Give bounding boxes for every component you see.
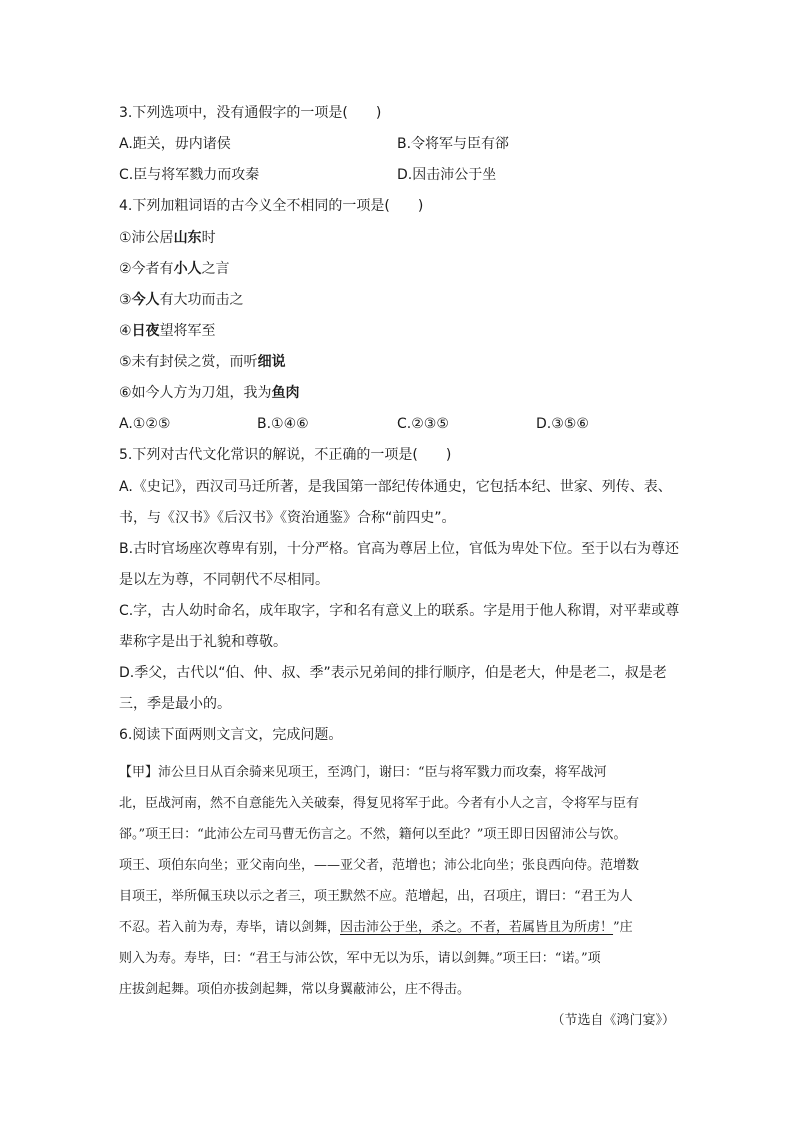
bold-word: 小人 <box>173 261 202 277</box>
passage-line: 庄拔剑起舞。项伯亦拔剑起舞，常以身翼蔽沛公，庄不得击。 <box>119 982 471 997</box>
passage-line: 郤。”项王曰：“此沛公左司马曹无伤言之。不然，籍何以至此？”项王即日因留沛公与饮。 <box>119 827 627 842</box>
bold-word: 今人 <box>131 292 160 308</box>
passage-line: 【甲】沛公旦日从百余骑来见项王，至鸿门，谢曰：“臣与将军戮力而攻秦，将军战河 <box>119 765 607 780</box>
bold-word: 山东 <box>173 230 202 246</box>
question-5-line: B.古时官场座次尊卑有别，十分严格。官高为尊居上位，官低为卑处下位。至于以右为尊还 <box>119 541 680 557</box>
question-5-line: 书，与《汉书》《后汉书》《资治通鉴》合称“前四史”。 <box>119 510 456 526</box>
question-3-option-b: B.令将军与臣有郤 <box>397 136 510 152</box>
question-4-item-1: ①沛公居山东时 <box>119 230 216 246</box>
question-3-option-a: A.距关，毋内诸侯 <box>119 136 231 152</box>
question-4-option-c: C.②③⑤ <box>397 416 449 432</box>
passage-source: （节选自《鸿门宴》） <box>551 1013 675 1028</box>
question-4-stem: 4.下列加粗词语的古今义全不相同的一项是( ) <box>119 198 424 214</box>
bold-word: 鱼肉 <box>271 385 300 401</box>
question-4-item-4: ④日夜望将军至 <box>119 323 216 339</box>
question-4-item-5: ⑤未有封侯之赏，而听细说 <box>119 354 286 370</box>
question-5-line: C.字，古人幼时命名，成年取字，字和名有意义上的联系。字是用于他人称谓，对平辈或尊 <box>119 603 680 619</box>
question-5-line: 辈称字是出于礼貌和尊敬。 <box>119 634 287 650</box>
passage-line: 北，臣战河南，然不自意能先入关破秦，得复见将军于此。今者有小人之言，令将军与臣有 <box>119 796 640 811</box>
passage-line: 目项王，举所佩玉玦以示之者三，项王默然不应。范增起，出，召项庄，谓曰：“君王为人 <box>119 889 633 904</box>
question-5-stem: 5.下列对古代文化常识的解说，不正确的一项是( ) <box>119 447 452 463</box>
bold-word: 日夜 <box>131 323 160 339</box>
passage-line: 则入为寿。寿毕，曰：“君王与沛公饮，军中无以为乐，请以剑舞。”项王曰：“诺。”项 <box>119 951 601 966</box>
question-4-option-a: A.①②⑤ <box>119 416 171 432</box>
question-5-line: D.季父，古代以“伯、仲、叔、季”表示兄弟间的排行顺序，伯是老大，仲是老二，叔是老 <box>119 665 667 681</box>
question-5-line: 三，季是最小的。 <box>119 696 231 712</box>
passage-line: 项王、项伯东向坐；亚父南向坐，——亚父者，范增也；沛公北向坐；张良西向侍。范增数 <box>119 858 640 873</box>
question-4-item-2: ②今者有小人之言 <box>119 261 230 277</box>
question-4-item-6: ⑥如今人方为刀俎，我为鱼肉 <box>119 385 300 401</box>
bold-word: 细说 <box>257 354 286 370</box>
question-4-item-3: ③今人有大功而击之 <box>119 292 244 308</box>
question-5-line: A.《史记》，西汉司马迁所著，是我国第一部纪传体通史，它包括本纪、世家、列传、表、 <box>119 479 672 495</box>
question-4-option-d: D.③⑤⑥ <box>536 416 589 432</box>
underlined-sentence: 因击沛公于坐，杀之。不者，若属皆且为所虏！ <box>340 920 614 935</box>
question-6-stem: 6.阅读下面两则文言文，完成问题。 <box>119 727 343 743</box>
question-4-option-b: B.①④⑥ <box>257 416 309 432</box>
question-3-stem: 3.下列选项中，没有通假字的一项是( ) <box>119 105 382 121</box>
question-3-option-d: D.因击沛公于坐 <box>397 167 497 183</box>
question-3-option-c: C.臣与将军戮力而攻秦 <box>119 167 260 183</box>
passage-line: 不忍。若入前为寿，寿毕，请以剑舞，因击沛公于坐，杀之。不者，若属皆且为所虏！”庄 <box>119 920 633 935</box>
question-5-line: 是以左为尊，不同朝代不尽相同。 <box>119 572 329 588</box>
